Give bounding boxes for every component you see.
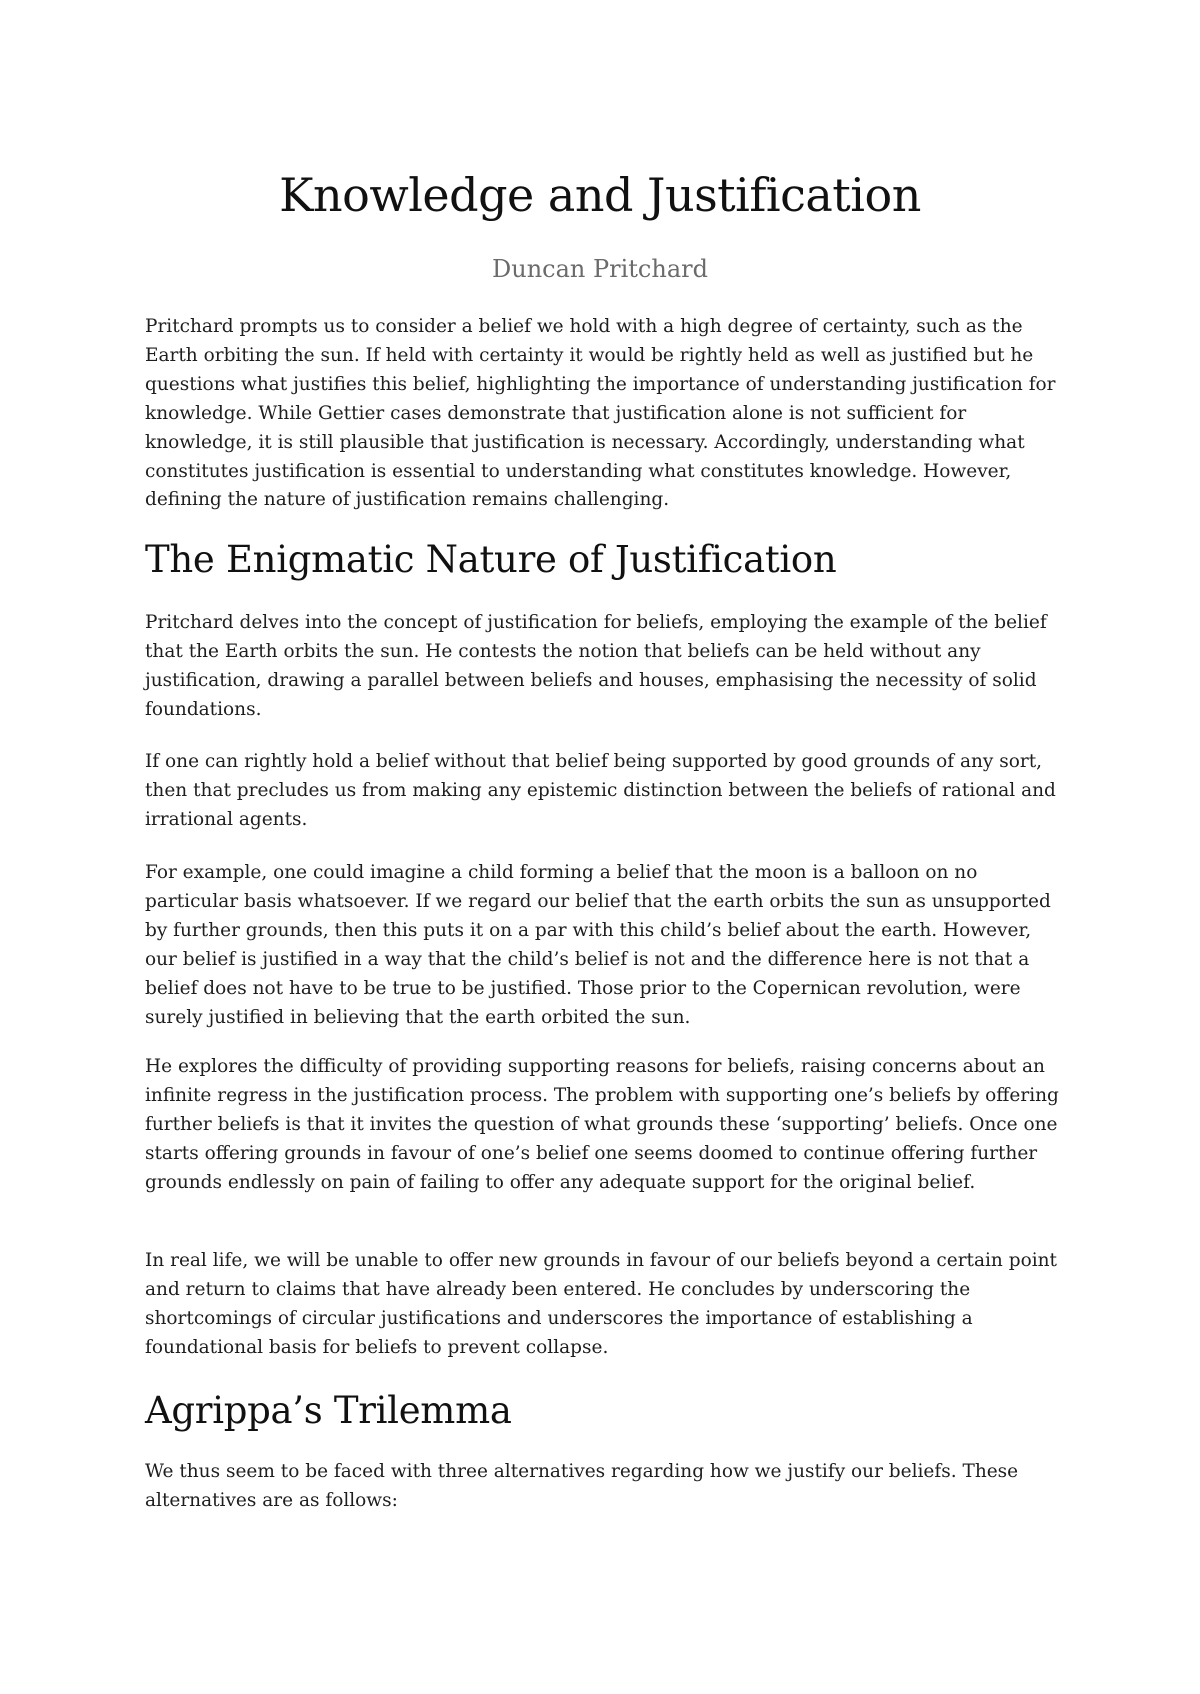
section-heading-agrippas-trilemma: Agrippa’s Trilemma [145,1389,512,1432]
section-paragraph: For example, one could imagine a child forming a belief that the moon is a balloon on no particular basis whatsoever. If we regard our belief that the earth orbits the sun as unsupported by further grounds, then this puts it on a par with this child’s belief about the earth. However, our belief is justified in a way that the child’s belief is not and the difference here is not that a belief does not have to be true to be justified. Those prior to the Copernican revolution, were surely justified in believing that the earth orbited the sun. [145,862,1051,1028]
section-paragraph: We thus seem to be faced with three alternatives regarding how we justify our beliefs. These alternatives are as follows: [145,1461,1019,1511]
intro-paragraph: Pritchard prompts us to consider a belief we hold with a high degree of certainty, such as the Earth orbiting the sun. If held with certainty it would be rightly held as well as justified but he questions what justifies this belief, highlighting the importance of understanding justification for knowledge. While Gettier cases demonstrate that justification alone is not sufficient for knowledge, it is still plausible that justification is necessary. Accordingly, understanding what constitutes justification is essential to understanding what constitutes knowledge. However, defining the nature of justification remains challenging. [145,316,1056,511]
section-paragraph: Pritchard delves into the concept of justification for beliefs, employing the example of the belief that the Earth orbits the sun. He contests the notion that beliefs can be held without any justification, drawing a parallel between beliefs and houses, emphasising the necessity of solid foundations. [145,612,1047,720]
section-paragraph: If one can rightly hold a belief without that belief being supported by good grounds of any sort, then that precludes us from making any epistemic distinction between the beliefs of rational and irrational agents. [145,751,1056,830]
document-title: Knowledge and Justification [279,168,921,222]
document-author: Duncan Pritchard [492,255,708,283]
section-paragraph: In real life, we will be unable to offer new grounds in favour of our beliefs beyond a certain point and return to claims that have already been entered. He concludes by underscoring the shortcomings of circular justifications and underscores the importance of establishing a foundational basis for beliefs to prevent collapse. [145,1250,1057,1358]
section-heading-enigmatic-nature: The Enigmatic Nature of Justification [145,538,837,581]
section-paragraph: He explores the difficulty of providing supporting reasons for beliefs, raising concerns about an infinite regress in the justification process. The problem with supporting one’s beliefs by offering further beliefs is that it invites the question of what grounds these ‘supporting’ beliefs. Once one starts offering grounds in favour of one’s belief one seems doomed to continue offering further grounds endlessly on pain of failing to offer any adequate support for the original belief. [145,1056,1059,1193]
